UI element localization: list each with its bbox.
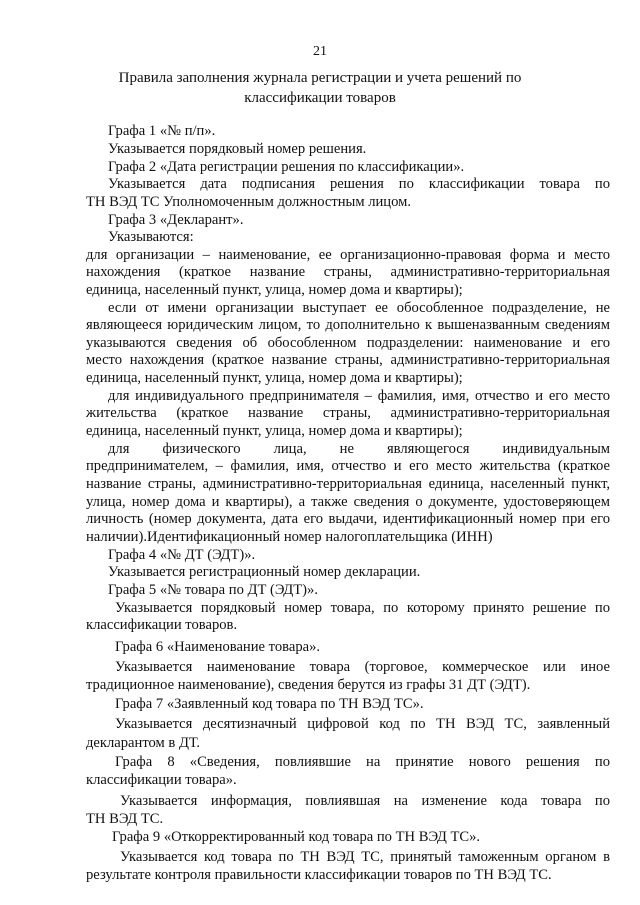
text-line: Графа 9 «Откорректированный код товара по ТН ВЭД ТС».	[112, 829, 481, 845]
text-line: Указывается наименование товара (торговое, коммерческое или иное	[115, 659, 610, 675]
page-title	[100, 68, 540, 108]
text-line: ТН ВЭД ТС Уполномоченным должностным лицом.	[86, 194, 412, 210]
text-line: Указывается код товара по ТН ВЭД ТС, принятый таможенным органом в	[120, 849, 610, 865]
text-line: традиционное наименование), сведения берутся из графы 31 ДТ (ЭДТ).	[86, 677, 531, 693]
text-line: Указывается порядковый номер решения.	[108, 141, 367, 157]
text-line: Графа 4 «№ ДТ (ЭДТ)».	[108, 547, 256, 563]
text-line: указываются сведения об обособленном подразделении: наименование и его	[86, 335, 610, 351]
text-line: название страны, административно-территориальная единица, населенный пункт,	[86, 476, 610, 492]
text-line: улица, номер дома и квартиры), а также сведения о документе, удостоверяющем	[86, 494, 610, 510]
text-line: для физического лица, не являющегося индивидуальным	[108, 441, 610, 457]
text-line: единица, населенный пункт, улица, номер дома и квартиры);	[86, 423, 463, 439]
text-line: для индивидуального предпринимателя – фамилия, имя, отчество и его место	[108, 388, 610, 404]
text-line: Графа 5 «№ товара по ДТ (ЭДТ)».	[108, 582, 318, 598]
text-line: Графа 2 «Дата регистрации решения по классификации».	[108, 159, 465, 175]
text-line: Графа 7 «Заявленный код товара по ТН ВЭД ТС».	[115, 696, 424, 712]
text-line: Указывается регистрационный номер декларации.	[108, 564, 421, 580]
text-line: являющееся юридическим лицом, то дополнительно к вышеназванным сведениям	[86, 317, 610, 333]
text-line: Указывается порядковый номер товара, по которому принято решение по	[115, 600, 610, 616]
text-line: Указывается десятизначный цифровой код по ТН ВЭД ТС, заявленный	[115, 716, 610, 732]
text-line: личность (номер документа, дата его выдачи, идентификационный номер при его	[86, 511, 610, 527]
text-line: для организации – наименование, ее организационно-правовая форма и место	[86, 247, 610, 263]
text-line: Указывается дата подписания решения по классификации товара по	[108, 176, 610, 192]
text-line: единица, населенный пункт, улица, номер дома и квартиры);	[86, 282, 463, 298]
text-line: классификации товара».	[86, 772, 237, 788]
text-line: Графа 1 «№ п/п».	[108, 123, 216, 139]
text-line: Графа 3 «Декларант».	[108, 212, 244, 228]
text-line: Указывается информация, повлиявшая на изменение кода товара по	[120, 793, 610, 809]
title-line-1: Правила заполнения журнала регистрации и учета решений по	[118, 70, 522, 86]
text-line: Графа 6 «Наименование товара».	[115, 639, 321, 655]
text-line: результате контроля правильности классификации товаров по ТН ВЭД ТС.	[86, 867, 552, 883]
text-line: предпринимателем, – фамилия, имя, отчество и его место жительства (краткое	[86, 458, 610, 474]
text-line: жительства (краткое название страны, административно-территориальная	[86, 405, 610, 421]
text-line: Графа 8 «Сведения, повлиявшие на принятие нового решения по	[115, 754, 610, 770]
text-line: классификации товаров.	[86, 617, 238, 633]
text-line: декларантом в ДТ.	[86, 735, 201, 751]
text-line: если от имени организации выступает ее обособленное подразделение, не	[108, 300, 610, 316]
text-line: место нахождения (краткое название страны, административно-территориальная	[86, 352, 610, 368]
title-line-2: классификации товаров	[244, 90, 396, 106]
text-line: Указываются:	[108, 229, 194, 245]
page-number: 21	[313, 44, 327, 59]
text-line: ТН ВЭД ТС.	[86, 811, 164, 827]
text-line: единица, населенный пункт, улица, номер дома и квартиры);	[86, 370, 463, 386]
text-line: нахождения (краткое название страны, административно-территориальная	[86, 264, 610, 280]
text-line: наличии).Идентификационный номер налогоплательщика (ИНН)	[86, 529, 493, 545]
